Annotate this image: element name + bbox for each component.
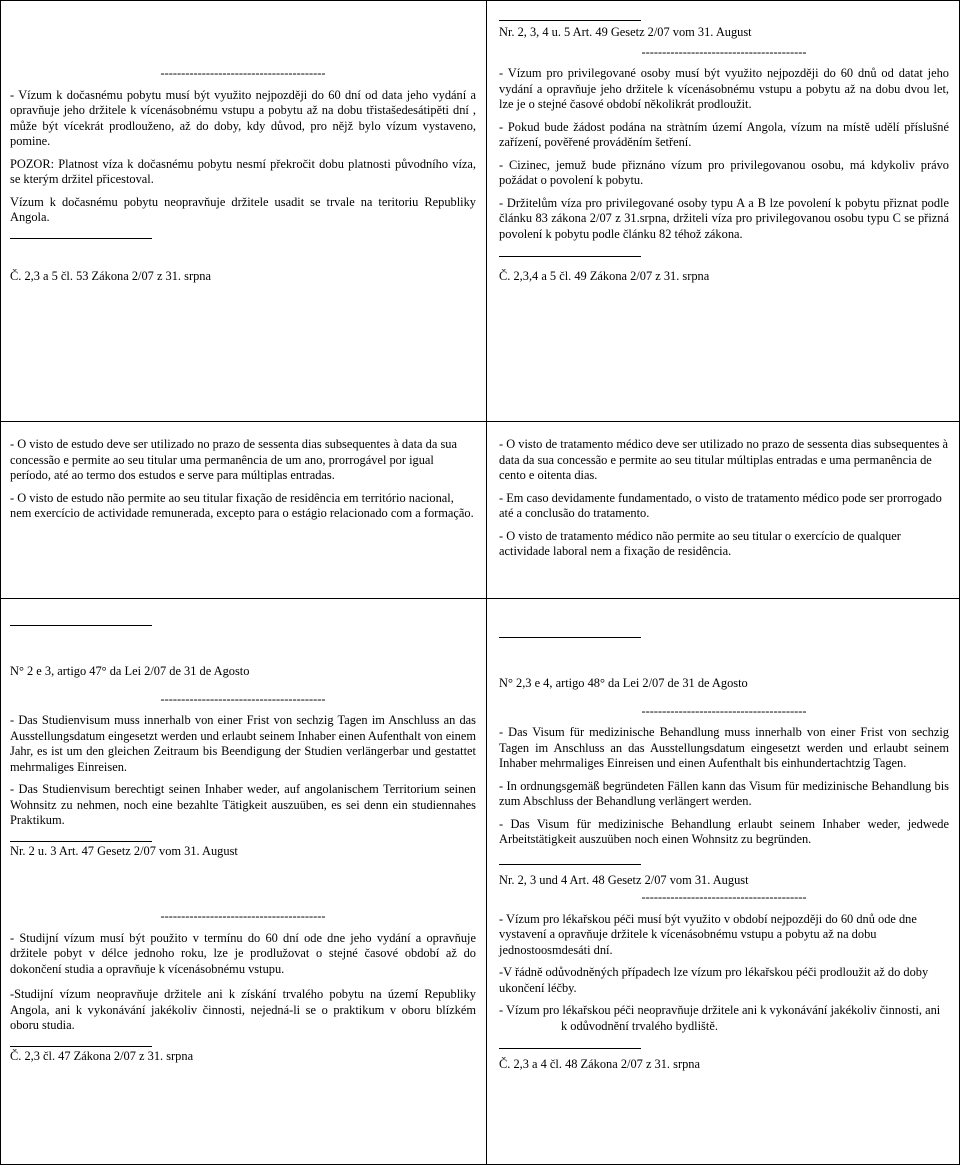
dash-separator: ---------------------------------------- — [641, 703, 807, 718]
paragraph: -Studijní vízum neopravňuje držitele ani k získání trvalého pobytu na území Republiky Angola, ani k vykonávání jakékoliv činnosti, nejedná-li se o praktikum v oboru blízkém oboru studia. — [10, 987, 476, 1032]
block3-right — [499, 676, 949, 1080]
dash-separator: ---------------------------------------- — [641, 890, 807, 904]
law-reference: Č. 2,3 a 4 čl. 48 Zákona 2/07 z 31. srpna — [499, 1057, 700, 1071]
block2-right — [499, 437, 949, 567]
paragraph: - Cizinec, jemuž bude přiznáno vízum pro privilegovanou osobu, má kdykoliv právo požádat o povolení k pobytu. — [499, 157, 949, 187]
short-rule — [499, 637, 641, 638]
short-rule — [10, 841, 152, 842]
short-rule — [10, 238, 152, 239]
section-heading: N° 2 e 3, artigo 47° da Lei 2/07 de 31 de Agosto — [10, 664, 250, 678]
section-heading: N° 2,3 e 4, artigo 48° da Lei 2/07 de 31 de Agosto — [499, 676, 748, 690]
paragraph: - Vízum pro lékařskou péči neopravňuje držitele ani k vykonávání jakékoliv činnosti, ani k odůvodnění trvalého bydliště. — [499, 1003, 941, 1033]
paragraph: - Vízum pro privilegované osoby musí být využito nejpozději do 60 dnů od datat jeho vydání a opravňuje jeho držitele k vícenásobnému vstupu a pobytu až na dobu dvou let, lze je o stejné časové období několikrát prodloužit. — [499, 66, 949, 111]
law-reference: Č. 2,3 čl. 47 Zákona 2/07 z 31. srpna — [10, 1048, 194, 1063]
law-reference: Č. 2,3,4 a 5 čl. 49 Zákona 2/07 z 31. srpna — [499, 269, 710, 283]
law-reference: Nr. 2 u. 3 Art. 47 Gesetz 2/07 vom 31. August — [10, 843, 238, 858]
paragraph: - Das Studienvisum berechtigt seinen Inhaber weder, auf angolanischem Territorium seinen Wohnsitz zu nehmen, noch eine bezahlte Tätigkeit auszuüben, es sei denn ein studiennahes Praktikum. — [10, 782, 476, 827]
paragraph: - O visto de tratamento médico não permite ao seu titular o exercício de qualquer actividade laboral nem a fixação de residência. — [499, 528, 901, 558]
short-rule — [499, 256, 641, 257]
paragraph: - Vízum pro lékařskou péči musí být využito v období nejpozději do 60 dnů ode dne vystavení a opravňuje držitele k vícenásobnému vstupu a pobytu až na dobu jednostoosmdesáti dní. — [499, 911, 917, 957]
paragraph: - Studijní vízum musí být použito v termínu do 60 dní ode dne jeho vydání a opravňuje držitele pobyt v délce jednoho roku, lze je prodlužovat o stejné časové období až do dokončení studia a opravňuje k vícenásobnému vstupu. — [10, 930, 476, 976]
paragraph: POZOR: Platnost víza k dočasnému pobytu nesmí překročit dobu platnosti původního víza, se kterým držitel přicestoval. — [10, 156, 476, 186]
column-divider — [486, 0, 487, 1165]
paragraph: -V řádně odůvodněných případech lze vízum pro lékařskou péči prodloužit až do doby ukončení léčby. — [499, 965, 929, 995]
block2-left — [10, 437, 476, 529]
paragraph: - Vízum k dočasnému pobytu musí být využito nejpozději do 60 dní od data jeho vydání a opravňuje jeho držitele k vícenásobnému vstupu a pobytu až na dobu třistašedesátipěti dní , může být vícekrát prodlouženo, až do doby, kdy důvod, pro nějž bylo vízum vystaveno, pomine. — [10, 87, 476, 148]
dash-separator: ---------------------------------------- — [160, 691, 326, 706]
paragraph: - Das Studienvisum muss innerhalb von einer Frist von sechzig Tagen im Anschluss an das Ausstellungsdatum eingesetzt werden und erlaubt seinem Inhaber einen Aufenthalt von einem Jahr, es ist um den gleichen Zeitraum bis Beendigung der Studien verlängerbar und gestattet mehrmaliges Einreisen. — [10, 713, 476, 774]
block1-left — [10, 66, 476, 291]
short-rule — [10, 625, 152, 626]
paragraph: Vízum k dočasnému pobytu neopravňuje držitele usadit se trvale na teritoriu Republiky Angola. — [10, 194, 476, 224]
row-divider-1 — [0, 421, 960, 422]
paragraph: - O visto de estudo deve ser utilizado no prazo de sessenta dias subsequentes à data da sua concessão e permite ao seu titular uma permanência de um ano, prorrogável por igual período, até ao termo dos estudos e serve para múltiplas entradas. — [10, 437, 457, 482]
block3-left — [10, 664, 476, 1071]
short-rule — [10, 1046, 152, 1047]
block1-right — [499, 20, 949, 292]
paragraph: - Držitelům víza pro privilegované osoby typu A a B lze povolení k pobytu přiznat podle článku 83 zákona 2/07 z 31.srpna, držiteli víza pro privilegovanou osobu typu C se přizná povolení k pobytu podle článku 82 téhož zákona. — [499, 195, 949, 241]
dash-separator: ---------------------------------------- — [160, 909, 326, 923]
dash-separator: ---------------------------------------- — [641, 44, 807, 59]
law-reference: Č. 2,3 a 5 čl. 53 Zákona 2/07 z 31. srpna — [10, 268, 211, 283]
paragraph: - Em caso devidamente fundamentado, o visto de tratamento médico pode ser prorrogado até a conclusão do tratamento. — [499, 490, 942, 520]
short-rule — [499, 1048, 641, 1049]
law-reference: Nr. 2, 3 und 4 Art. 48 Gesetz 2/07 vom 31. August — [499, 872, 749, 887]
paragraph: - Das Visum für medizinische Behandlung muss innerhalb von einer Frist von sechzig Tagen im Anschluss an das Ausstellungsdatum eingesetzt werden und erlaubt seinem Inhaber mehrmaliges Einreisen und einen Aufenthalt bis einhundertachtzig Tagen. — [499, 725, 949, 770]
paragraph: - Pokud bude žádost podána na stràtním území Angola, vízum na místě udělí příslušné zařízení, pověřené prováděním šetření. — [499, 119, 949, 149]
short-rule — [499, 864, 641, 865]
paragraph: - O visto de estudo não permite ao seu titular fixação de residência em território nacional, nem exercício de actividade remunerada, excepto para o estágio relacionado com a formação. — [10, 490, 474, 520]
paragraph: - Das Visum für medizinische Behandlung erlaubt seinem Inhaber weder, jedwede Arbeitstätigkeit auszuüben noch einen Wohnsitz zu begründen. — [499, 816, 949, 846]
law-reference: Nr. 2, 3, 4 u. 5 Art. 49 Gesetz 2/07 vom 31. August — [499, 25, 752, 39]
short-rule — [499, 20, 641, 21]
row-divider-2 — [0, 598, 960, 599]
dash-separator: ---------------------------------------- — [160, 66, 326, 80]
paragraph: - O visto de tratamento médico deve ser utilizado no prazo de sessenta dias subsequentes à data da sua concessão e permite ao seu titular múltiplas entradas e uma permanência de cento e oitenta dias. — [499, 437, 949, 482]
paragraph: - In ordnungsgemäß begründeten Fällen kann das Visum für medizinische Behandlung bis zum Abschluss der Behandlung verlängert werden. — [499, 778, 949, 808]
